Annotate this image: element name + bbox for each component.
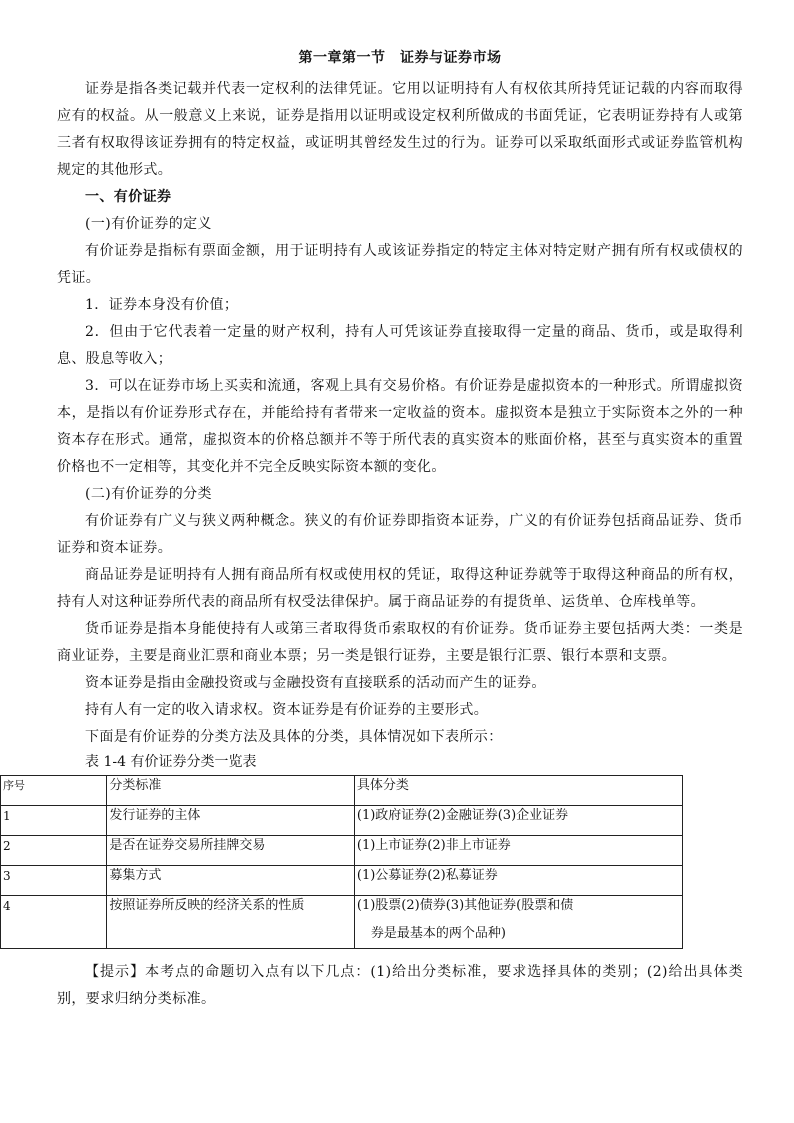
cell-criterion: 发行证券的主体 [107,806,354,836]
table-header-row [1,776,683,806]
document-page [3,48,743,1013]
table-caption: 表 1-4 有价证券分类一览表 [85,754,257,770]
cell-number: 1 [1,806,107,836]
currency-securities-paragraph: 货币证券是指本身能使持有人或第三者取得货币索取权的有价证券。货币证券主要包括两大类：一类是商业证券，主要是商业汇票和商业本票；另一类是银行证券，主要是银行汇票、银行本票和支票。 [57,621,743,664]
cell-number [1,896,107,949]
header-cell-criterion: 分类标准 [107,776,354,806]
intro-paragraph: 证券是指各类记载并代表一定权利的法律凭证。它用以证明持有人有权依其所持凭证记载的内容而取得应有的权益。从一般意义上来说，证券是指用以证明或设定权利所做成的书面凭证，它表明证券持有人或第三者有权取得该证券拥有的特定权益，或证明其曾经发生过的行为。证券可以采取纸面形式或证券监管机构规定的其他形式。 [57,81,743,178]
cell-criterion: 是否在证券交易所挂牌交易 [107,836,354,866]
cell-criterion: 募集方式 [107,866,354,896]
point-2: 2．但由于它代表着一定量的财产权利，持有人可凭该证券直接取得一定量的商品、货币，或是取得利息、股息等收入； [57,324,743,367]
classification-table [0,775,683,949]
income-claim-paragraph: 持有人有一定的收入请求权。资本证券是有价证券的主要形式。 [85,702,489,718]
section-title: 第一章第一节 证券与证券市场 [298,50,502,66]
commodity-securities-paragraph: 商品证券是证明持有人拥有商品所有权或使用权的凭证，取得这种证券就等于取得这种商品的所有权，持有人对这种证券所代表的商品所有权受法律保护。属于商品证券的有提货单、运货单、仓库栈单等。 [57,567,743,610]
cell-number-text: 4 [3,899,11,913]
subheading-definition: (一)有价证券的定义 [85,216,212,232]
cell-categories: (1)政府证券(2)金融证券(3)企业证券 [354,806,682,836]
point-1: 1．证券本身没有价值； [85,297,239,313]
heading-securities: 一、有价证券 [85,189,172,205]
point-3: 3．可以在证券市场上买卖和流通，客观上具有交易价格。有价证券是虚拟资本的一种形式。所谓虚拟资本，是指以有价证券形式存在，并能给持有者带来一定收益的资本。虚拟资本是独立于实际资本之外的一种资本存在形式。通常，虚拟资本的价格总额并不等于所代表的真实资本的账面价格，甚至与真实资本的重置价格也不一定相等，其变化并不完全反映实际资本额的变化。 [57,378,743,475]
cell-categories: (1)公募证券(2)私募证券 [354,866,682,896]
header-cell-categories: 具体分类 [354,776,682,806]
subheading-classification: (二)有价证券的分类 [85,486,212,502]
cell-categories: (1)上市证券(2)非上市证券 [354,836,682,866]
table-intro-paragraph: 下面是有价证券的分类方法及具体的分类，具体情况如下表所示： [85,729,503,745]
cell-number: 3 [1,866,107,896]
table-row [1,836,683,866]
header-cell-number: 序号 [1,776,107,806]
tip-paragraph: 【提示】本考点的命题切入点有以下几点：(1)给出分类标准，要求选择具体的类别；(2)给出具体类别，要求归纳分类标准。 [57,964,743,1007]
table-row [1,806,683,836]
table-row [1,866,683,896]
cell-categories [354,896,682,949]
capital-securities-paragraph: 资本证券是指由金融投资或与金融投资有直接联系的活动而产生的证券。 [85,675,546,691]
cell-number: 2 [1,836,107,866]
table-row [1,896,683,949]
cell-categories-line-1: (1)股票(2)债券(3)其他证券(股票和债 [356,898,574,913]
definition-paragraph: 有价证券是指标有票面金额，用于证明持有人或该证券指定的特定主体对特定财产拥有所有权或债权的凭证。 [57,243,743,286]
cell-criterion [107,896,354,949]
cell-criterion-text: 按照证券所反映的经济关系的性质 [109,898,305,913]
cell-categories-line-2: 券是最基本的两个品种) [370,926,506,941]
classification-paragraph: 有价证券有广义与狭义两种概念。狭义的有价证券即指资本证券，广义的有价证券包括商品证券、货币证券和资本证券。 [57,513,743,556]
